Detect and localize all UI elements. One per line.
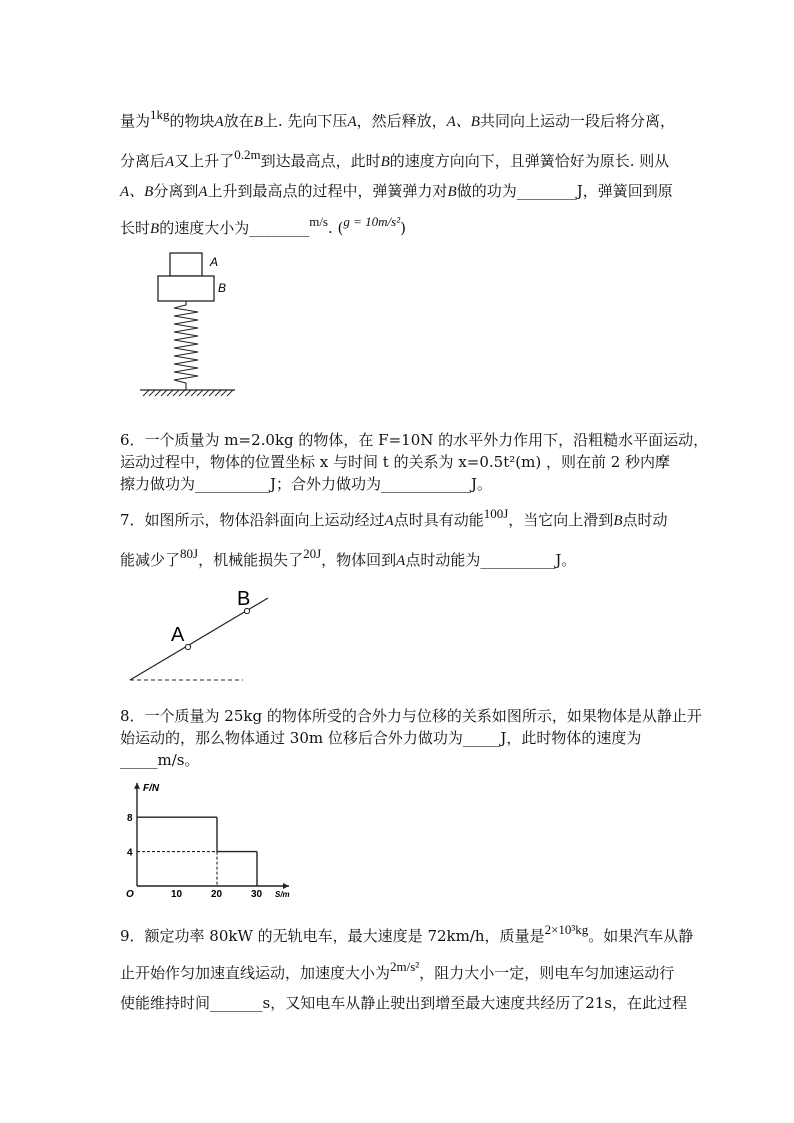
x-tick-label-10: 10 bbox=[171, 889, 183, 898]
y-axis-label: F/N bbox=[143, 782, 160, 794]
incline-figure bbox=[125, 583, 280, 688]
q9-text: 止开始作匀加速直线运动，加速度大小为 bbox=[120, 964, 391, 982]
q5-text: 上. 先向下压 bbox=[262, 112, 348, 130]
var-A: A bbox=[214, 114, 224, 130]
q9-line-3: 使能维持时间_______s，又知电车从静止驶出到增至最大速度共经历了21s，在此过程 bbox=[120, 994, 687, 1012]
q5-text: 的速度大小为________ bbox=[159, 219, 310, 237]
q7-initial-ke: 100J bbox=[483, 506, 509, 521]
y-tick-label-4: 4 bbox=[127, 847, 133, 859]
q5-text: 分离到 bbox=[153, 182, 199, 200]
q5-text: 的速度方向向下，且弹簧恰好为原长. 则从 bbox=[389, 152, 670, 170]
q9-mass: 2×10³kg bbox=[544, 922, 589, 937]
q7-text: 点时动能为__________J。 bbox=[405, 551, 577, 569]
q5-line-4 bbox=[120, 214, 406, 238]
var-A: A bbox=[347, 114, 357, 130]
q5-text: 分离后 bbox=[120, 152, 166, 170]
q9-line-2 bbox=[120, 959, 675, 983]
q5-text: ，然后释放， bbox=[356, 112, 447, 130]
var-B: B bbox=[253, 114, 263, 130]
q5-text: 做的功为________J，弹簧回到原 bbox=[456, 182, 673, 200]
q9-text: 9．额定功率 80kW 的无轨电车，最大速度是 72km/h，质量是 bbox=[120, 927, 545, 945]
var-A: A bbox=[396, 553, 406, 569]
var-A: A bbox=[198, 184, 208, 200]
q9-text: ，阻力大小一定，则电车匀加速运动行 bbox=[419, 964, 675, 982]
q7-ke-loss: 80J bbox=[180, 546, 199, 561]
q8-line-3: _____m/s。 bbox=[120, 751, 200, 769]
q5-text: ) bbox=[400, 219, 406, 237]
q5-text: 长时 bbox=[120, 219, 151, 237]
var-B: B bbox=[613, 513, 623, 529]
spring-blocks-figure bbox=[135, 250, 255, 400]
q9-text: 。如果汽车从静 bbox=[588, 927, 694, 945]
q7-text: ，当它向上滑到 bbox=[508, 511, 614, 529]
q5-line-1 bbox=[120, 107, 675, 131]
label-A: A bbox=[210, 255, 219, 269]
x-tick-label-20: 20 bbox=[211, 889, 223, 898]
var-B: B bbox=[447, 184, 457, 200]
q7-energy-loss: 20J bbox=[303, 546, 322, 561]
q5-text: 的物块 bbox=[169, 112, 215, 130]
block-A bbox=[170, 253, 202, 276]
q7-line-1 bbox=[120, 506, 668, 530]
var-A: A bbox=[165, 154, 175, 170]
y-axis-arrow bbox=[134, 783, 140, 789]
var-A: A bbox=[384, 513, 394, 529]
var-B: B bbox=[380, 154, 390, 170]
q5-text: 又上升了 bbox=[174, 152, 235, 170]
q7-text: ，物体回到 bbox=[321, 551, 397, 569]
q5-text: . ( bbox=[328, 219, 344, 237]
q9-acceleration: 2m/s² bbox=[390, 959, 420, 974]
ground-hatch bbox=[143, 390, 233, 396]
q5-line-3 bbox=[120, 180, 673, 201]
q7-text: 能减少了 bbox=[120, 551, 181, 569]
x-axis-arrow bbox=[283, 883, 289, 889]
x-tick-label-30: 30 bbox=[251, 889, 263, 898]
label-B: B bbox=[237, 588, 251, 610]
q7-text: 点时具有动能 bbox=[393, 511, 484, 529]
q5-rise: 0.2m bbox=[234, 147, 261, 162]
force-displacement-chart bbox=[115, 768, 295, 898]
var-AB: A、B bbox=[446, 114, 480, 130]
var-AB: A、B bbox=[120, 184, 154, 200]
q8-line-1: 8．一个质量为 25kg 的物体所受的合外力与位移的关系如图所示，如果物体是从静止开 bbox=[120, 707, 702, 725]
q5-line-2 bbox=[120, 147, 670, 171]
q7-text: ，机械能损失了 bbox=[198, 551, 304, 569]
q5-text: 量为 bbox=[120, 112, 151, 130]
q8-line-2: 始运动的，那么物体通过 30m 位移后合外力做功为_____J，此时物体的速度为 bbox=[120, 729, 642, 747]
label-B: B bbox=[218, 281, 227, 295]
q5-g-value: g = 10m/s² bbox=[343, 214, 401, 229]
q9-line-1 bbox=[120, 922, 694, 946]
x-axis-label: S/m bbox=[275, 890, 290, 898]
origin-label: O bbox=[126, 889, 134, 898]
q5-text: 放在 bbox=[223, 112, 254, 130]
var-B: B bbox=[150, 221, 160, 237]
q7-text: 7．如图所示，物体沿斜面向上运动经过 bbox=[120, 511, 385, 529]
q6-line-3: 擦力做功为__________J；合外力做功为____________J。 bbox=[120, 475, 493, 493]
point-A bbox=[185, 644, 190, 649]
y-tick-label-8: 8 bbox=[127, 813, 133, 825]
spring-coil bbox=[174, 301, 198, 390]
q6-line-1: 6．一个质量为 m=2.0kg 的物体，在 F=10N 的水平外力作用下，沿粗糙水平面运动， bbox=[120, 431, 709, 449]
q5-text: 到达最高点，此时 bbox=[260, 152, 381, 170]
label-A: A bbox=[171, 624, 185, 646]
q5-mass: 1kg bbox=[150, 107, 170, 122]
q5-text: 共同向上运动一段后将分离， bbox=[479, 112, 675, 130]
q5-text: 上升到最高点的过程中，弹簧弹力对 bbox=[207, 182, 448, 200]
q7-text: 点时动 bbox=[622, 511, 668, 529]
q7-line-2 bbox=[120, 546, 577, 570]
q6-line-2: 运动过程中，物体的位置坐标 x 与时间 t 的关系为 x=0.5t²(m) ，则在前 2 秒内摩 bbox=[120, 453, 671, 471]
block-B bbox=[158, 276, 214, 301]
q5-unit: m/s bbox=[309, 214, 328, 229]
